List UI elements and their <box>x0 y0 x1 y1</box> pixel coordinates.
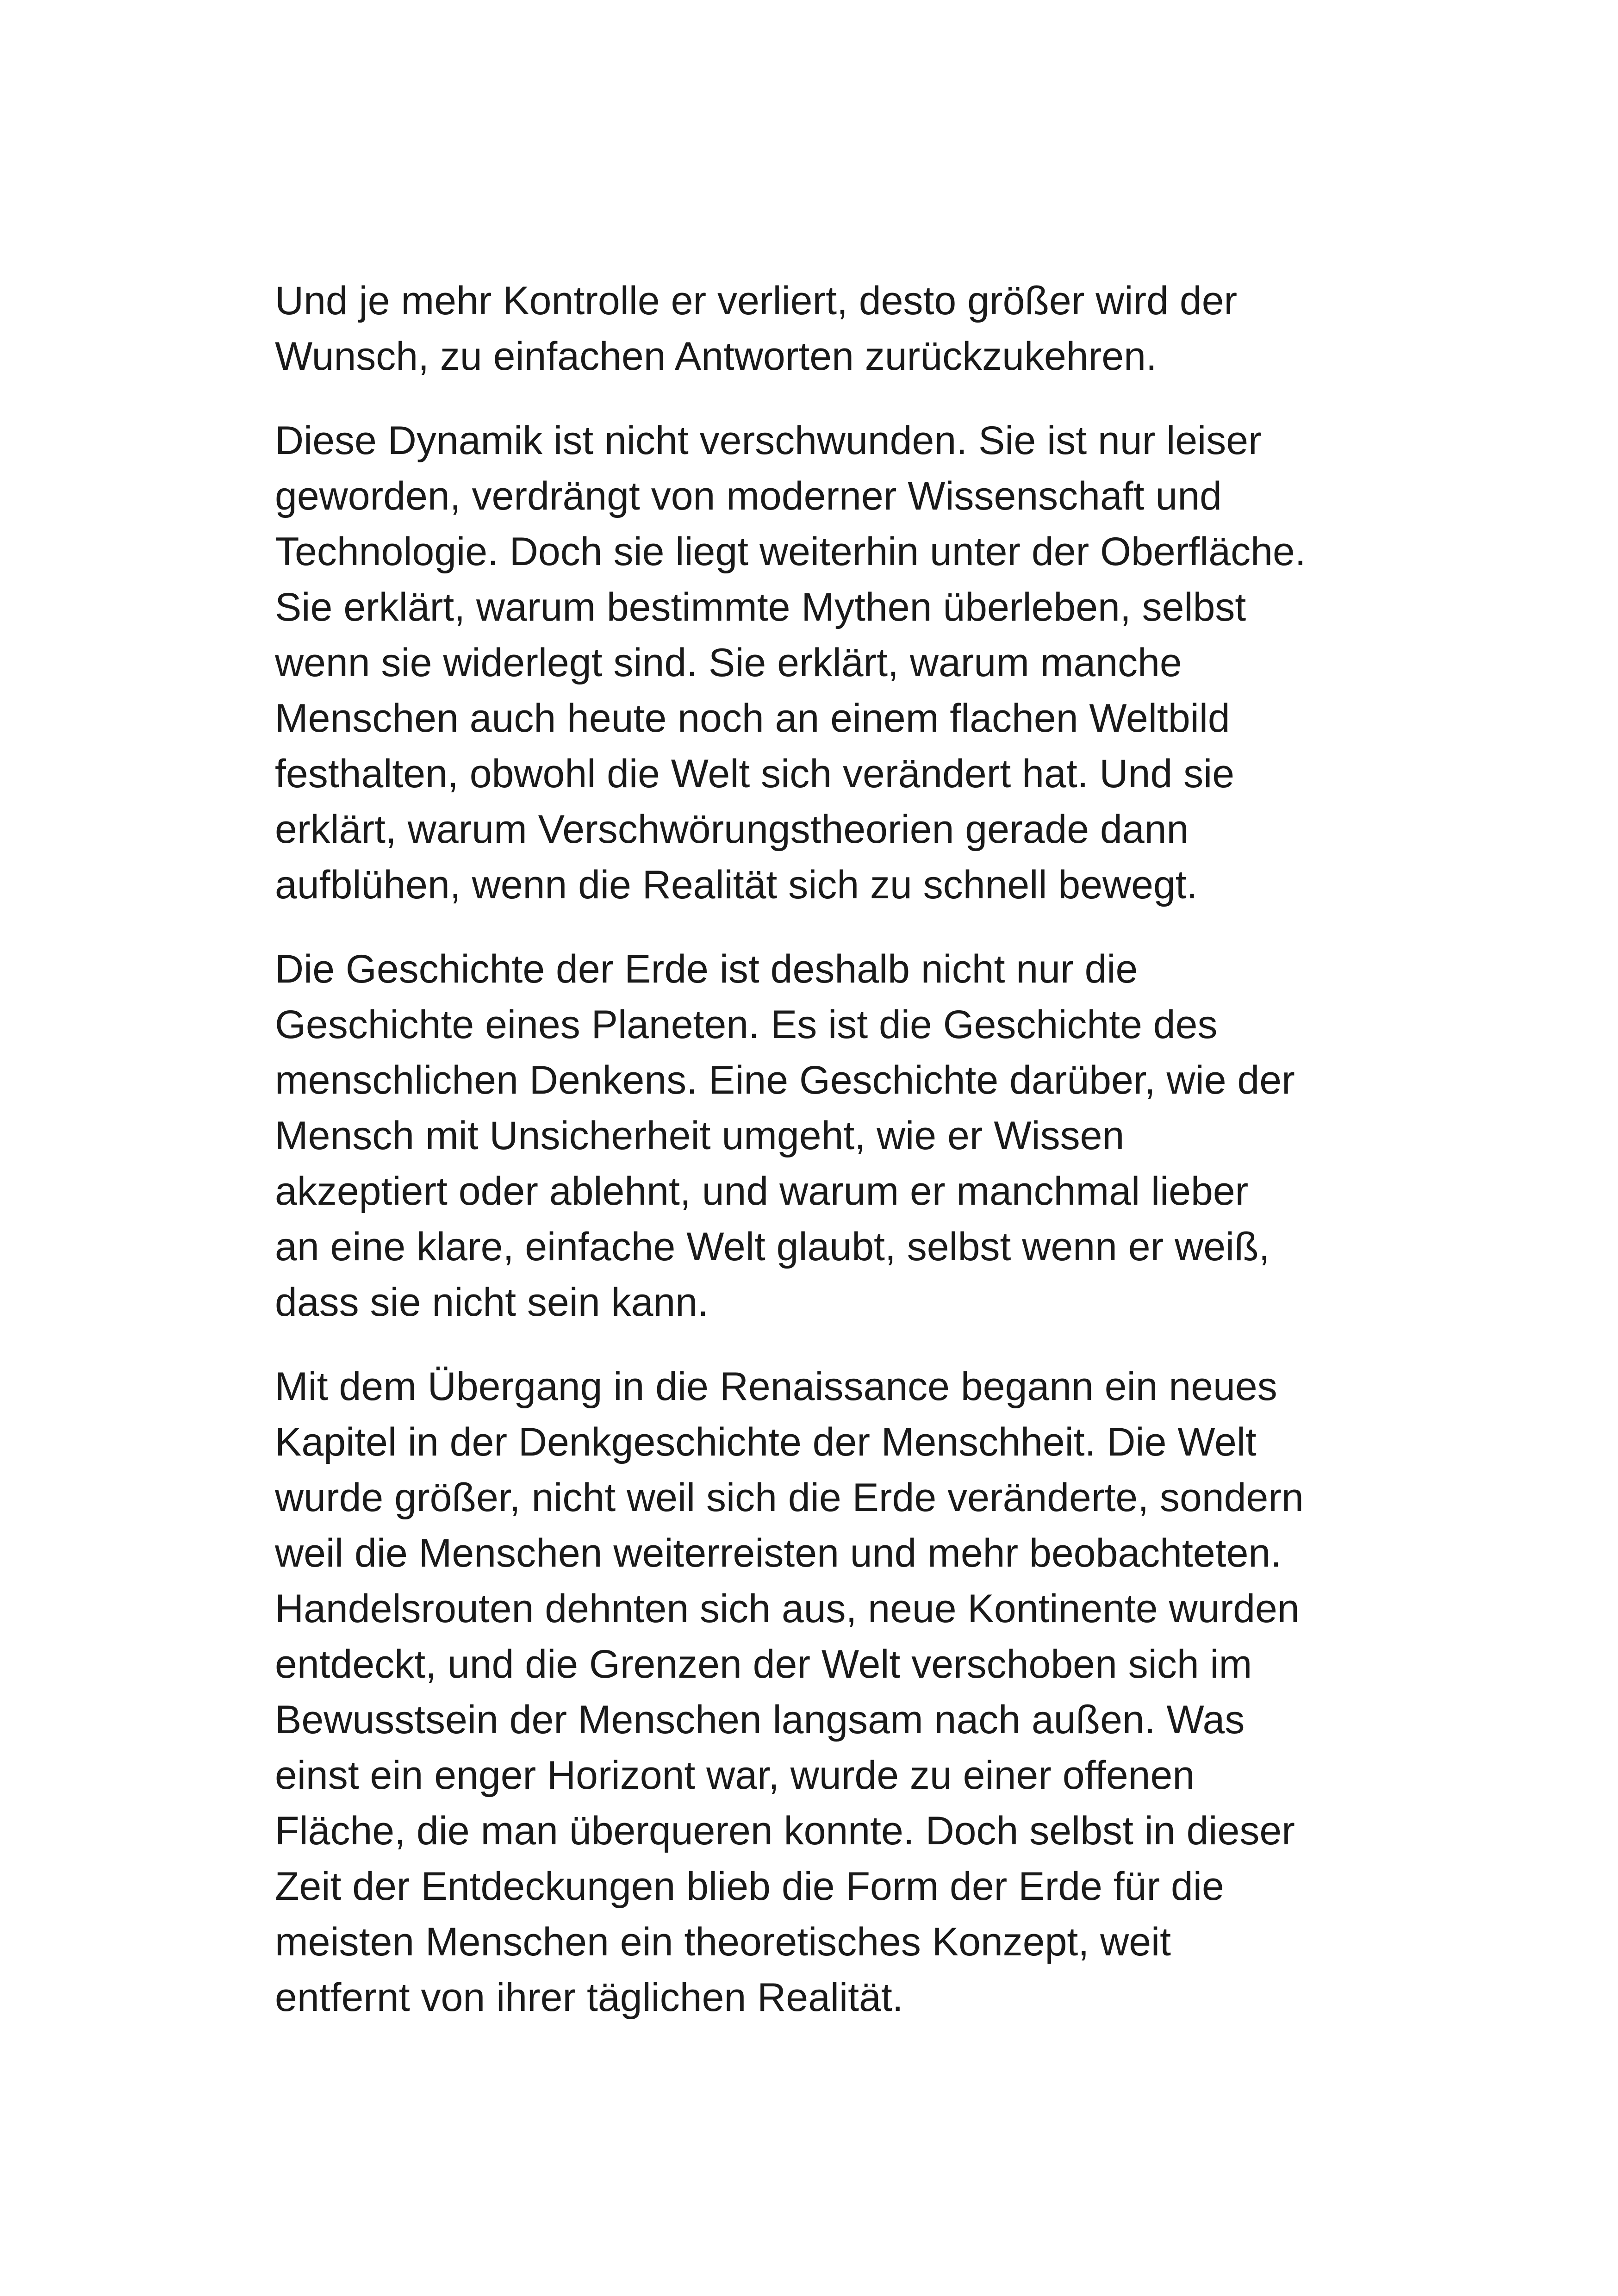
text-line: Technologie. Doch sie liegt weiterhin unter der Oberfläche. <box>275 529 1306 574</box>
body-text <box>275 273 1367 2025</box>
text-line: meisten Menschen ein theoretisches Konzept, weit <box>275 1920 1171 1964</box>
paragraph-4 <box>275 1359 1367 2025</box>
text-line: weil die Menschen weiterreisten und mehr beobachteten. <box>275 1531 1282 1575</box>
text-line: Diese Dynamik ist nicht verschwunden. Sie ist nur leiser <box>275 418 1262 463</box>
text-line: geworden, verdrängt von moderner Wissenschaft und <box>275 474 1222 518</box>
text-line: entdeckt, und die Grenzen der Welt verschoben sich im <box>275 1642 1252 1686</box>
text-line: Die Geschichte der Erde ist deshalb nicht nur die <box>275 947 1138 991</box>
text-line: Menschen auch heute noch an einem flachen Weltbild <box>275 696 1230 740</box>
text-line: Kapitel in der Denkgeschichte der Menschheit. Die Welt <box>275 1420 1257 1464</box>
text-line: akzeptiert oder ablehnt, und warum er manchmal lieber <box>275 1169 1249 1213</box>
paragraph-3 <box>275 941 1367 1330</box>
text-line: entfernt von ihrer täglichen Realität. <box>275 1975 903 2020</box>
text-line: Mit dem Übergang in die Renaissance begann ein neues <box>275 1364 1277 1409</box>
text-line: Wunsch, zu einfachen Antworten zurückzukehren. <box>275 334 1157 379</box>
text-line: festhalten, obwohl die Welt sich verändert hat. Und sie <box>275 752 1235 796</box>
text-line: Mensch mit Unsicherheit umgeht, wie er Wissen <box>275 1114 1125 1158</box>
text-line: Handelsrouten dehnten sich aus, neue Kontinente wurden <box>275 1587 1300 1631</box>
text-line: Fläche, die man überqueren konnte. Doch selbst in dieser <box>275 1809 1295 1853</box>
text-line: wurde größer, nicht weil sich die Erde veränderte, sondern <box>275 1475 1304 1520</box>
text-line: einst ein enger Horizont war, wurde zu einer offenen <box>275 1753 1195 1798</box>
text-line: dass sie nicht sein kann. <box>275 1280 709 1325</box>
text-line: Zeit der Entdeckungen blieb die Form der Erde für die <box>275 1864 1224 1909</box>
text-line: Bewusstsein der Menschen langsam nach außen. Was <box>275 1698 1245 1742</box>
paragraph-2 <box>275 413 1367 913</box>
text-line: an eine klare, einfache Welt glaubt, selbst wenn er weiß, <box>275 1225 1270 1269</box>
text-line: Sie erklärt, warum bestimmte Mythen überleben, selbst <box>275 585 1246 629</box>
paragraph-1 <box>275 273 1367 384</box>
text-line: Und je mehr Kontrolle er verliert, desto größer wird der <box>275 279 1238 323</box>
text-line: erklärt, warum Verschwörungstheorien gerade dann <box>275 807 1189 852</box>
text-line: wenn sie widerlegt sind. Sie erklärt, warum manche <box>275 641 1182 685</box>
text-line: Geschichte eines Planeten. Es ist die Geschichte des <box>275 1002 1218 1047</box>
text-line: aufblühen, wenn die Realität sich zu schnell bewegt. <box>275 863 1198 907</box>
text-line: menschlichen Denkens. Eine Geschichte darüber, wie der <box>275 1058 1295 1102</box>
